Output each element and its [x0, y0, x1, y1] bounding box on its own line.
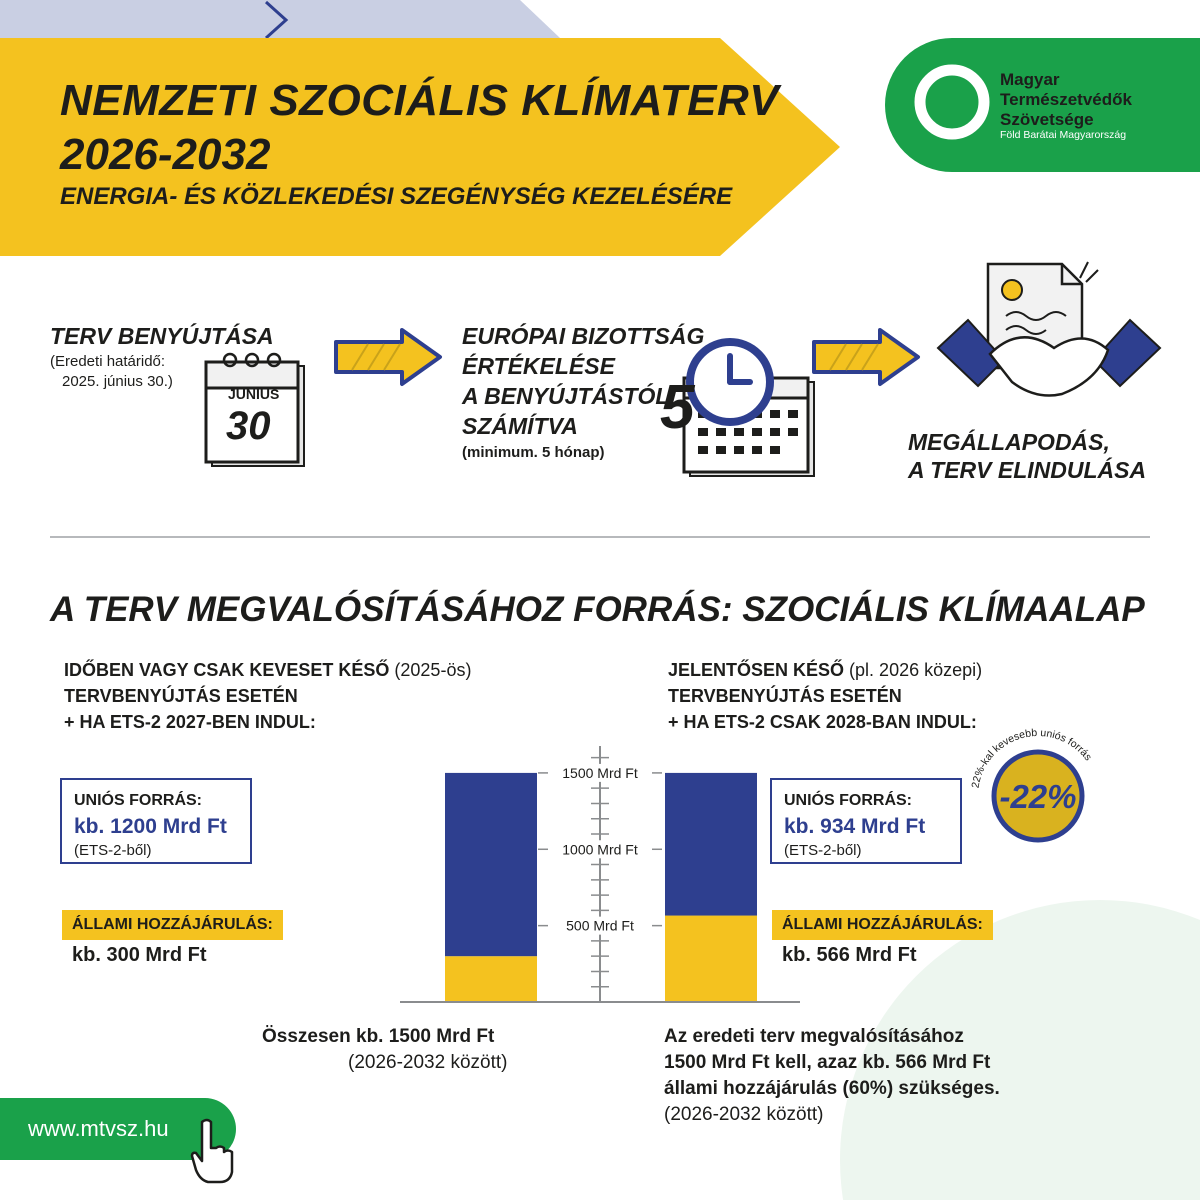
logo-text-line1: Magyar	[1000, 70, 1060, 89]
logo-subtitle: Föld Barátai Magyarország	[1000, 129, 1127, 141]
bar-segment	[665, 916, 757, 1002]
step2-note: (minimum. 5 hónap)	[462, 444, 605, 461]
right-state-label: ÁLLAMI HOZZÁJÁRULÁS:	[772, 910, 993, 940]
pointer-hand-icon	[190, 1118, 238, 1184]
big-number-five: 5	[660, 373, 695, 442]
right-heading-line2: TERVBENYÚJTÁS ESETÉN	[668, 686, 902, 706]
section-title: A TERV MEGVALÓSÍTÁSÁHOZ FORRÁS: SZOCIÁLIS KLÍMAALAP	[50, 590, 1145, 629]
step2-title-line4: SZÁMÍTVA	[462, 413, 578, 439]
y-tick-label: 500 Mrd Ft	[566, 917, 634, 934]
step1-title: TERV BENYÚJTÁSA	[50, 323, 274, 349]
badge-ring-text: 22%-kal kevesebb uniós forrás	[969, 726, 1095, 790]
arrow-right-icon	[810, 326, 922, 388]
bar-segment	[445, 773, 537, 956]
logo-ring-icon	[910, 60, 994, 144]
right-note-line1: Az eredeti terv megvalósításához	[664, 1026, 964, 1047]
website-url[interactable]: www.mtvsz.hu	[28, 1116, 169, 1141]
right-eu-amount: kb. 934 Mrd Ft	[784, 815, 926, 838]
step2-title-line2: ÉRTÉKELÉSE	[462, 353, 615, 379]
right-note-line2: 1500 Mrd Ft kell, azaz kb. 566 Mrd Ft	[664, 1052, 991, 1073]
bar-segment	[445, 956, 537, 1002]
bar-segment	[665, 773, 757, 916]
y-tick-label: 1000 Mrd Ft	[562, 841, 638, 858]
page-subtitle: ENERGIA- ÉS KÖZLEKEDÉSI SZEGÉNYSÉG KEZELÉSÉRE	[60, 183, 733, 210]
step1-note-line1: (Eredeti határidő:	[50, 353, 166, 370]
left-total-note: (2026-2032 között)	[348, 1052, 508, 1073]
logo-text-line3: Szövetsége	[1000, 110, 1094, 129]
step1-note-line2: 2025. június 30.)	[62, 373, 173, 390]
page-title-years: 2026-2032	[60, 130, 271, 179]
step2-title-line3: A BENYÚJTÁSTÓL	[462, 383, 670, 409]
divider	[50, 536, 1150, 538]
left-heading-bold: IDŐBEN VAGY CSAK KEVESET KÉSŐ	[64, 660, 390, 680]
y-tick-label: 1500 Mrd Ft	[562, 764, 638, 781]
step3-title-line2: A TERV ELINDULÁSA	[908, 457, 1147, 483]
left-heading-line1	[64, 656, 471, 684]
right-note-line3: állami hozzájárulás (60%) szükséges.	[664, 1078, 1000, 1099]
page-title: NEMZETI SZOCIÁLIS KLÍMATERV	[60, 76, 780, 125]
right-heading-lite: (pl. 2026 közepi)	[844, 660, 983, 680]
left-state-amount: kb. 300 Mrd Ft	[72, 944, 207, 966]
funding-chart	[390, 740, 810, 1010]
left-heading-line2: TERVBENYÚJTÁS ESETÉN	[64, 686, 298, 706]
step2-title-line1: EURÓPAI BIZOTTSÁG	[462, 323, 705, 349]
calendar-month: JÚNIUS	[228, 386, 280, 402]
logo-text-line2: Természetvédők	[1000, 90, 1132, 109]
right-heading-line1	[668, 656, 982, 684]
left-eu-amount: kb. 1200 Mrd Ft	[74, 815, 227, 838]
top-decor	[0, 0, 600, 40]
clock-icon	[682, 334, 778, 430]
step3-title-line1: MEGÁLLAPODÁS,	[908, 429, 1110, 455]
left-total: Összesen kb. 1500 Mrd Ft	[262, 1026, 495, 1047]
left-eu-note: (ETS-2-ből)	[74, 842, 152, 859]
badge-value: -22%	[999, 778, 1077, 815]
arrow-right-icon	[332, 326, 444, 388]
right-eu-label: UNIÓS FORRÁS:	[784, 792, 912, 809]
calendar-day: 30	[226, 404, 271, 448]
left-heading-lite: (2025-ös)	[389, 660, 472, 680]
handshake-contract-icon	[934, 256, 1164, 426]
reduction-badge	[968, 726, 1108, 866]
right-state-amount: kb. 566 Mrd Ft	[782, 944, 917, 966]
right-heading-bold: JELENTŐSEN KÉSŐ	[668, 660, 845, 680]
right-note-line4: (2026-2032 között)	[664, 1104, 824, 1125]
left-heading-line3: + HA ETS-2 2027-BEN INDUL:	[64, 712, 316, 732]
right-eu-note: (ETS-2-ből)	[784, 842, 862, 859]
left-state-label: ÁLLAMI HOZZÁJÁRULÁS:	[62, 910, 283, 940]
left-eu-label: UNIÓS FORRÁS:	[74, 792, 202, 809]
right-heading-line3: + HA ETS-2 CSAK 2028-BAN INDUL:	[668, 712, 977, 732]
left-eu-box	[60, 778, 252, 864]
